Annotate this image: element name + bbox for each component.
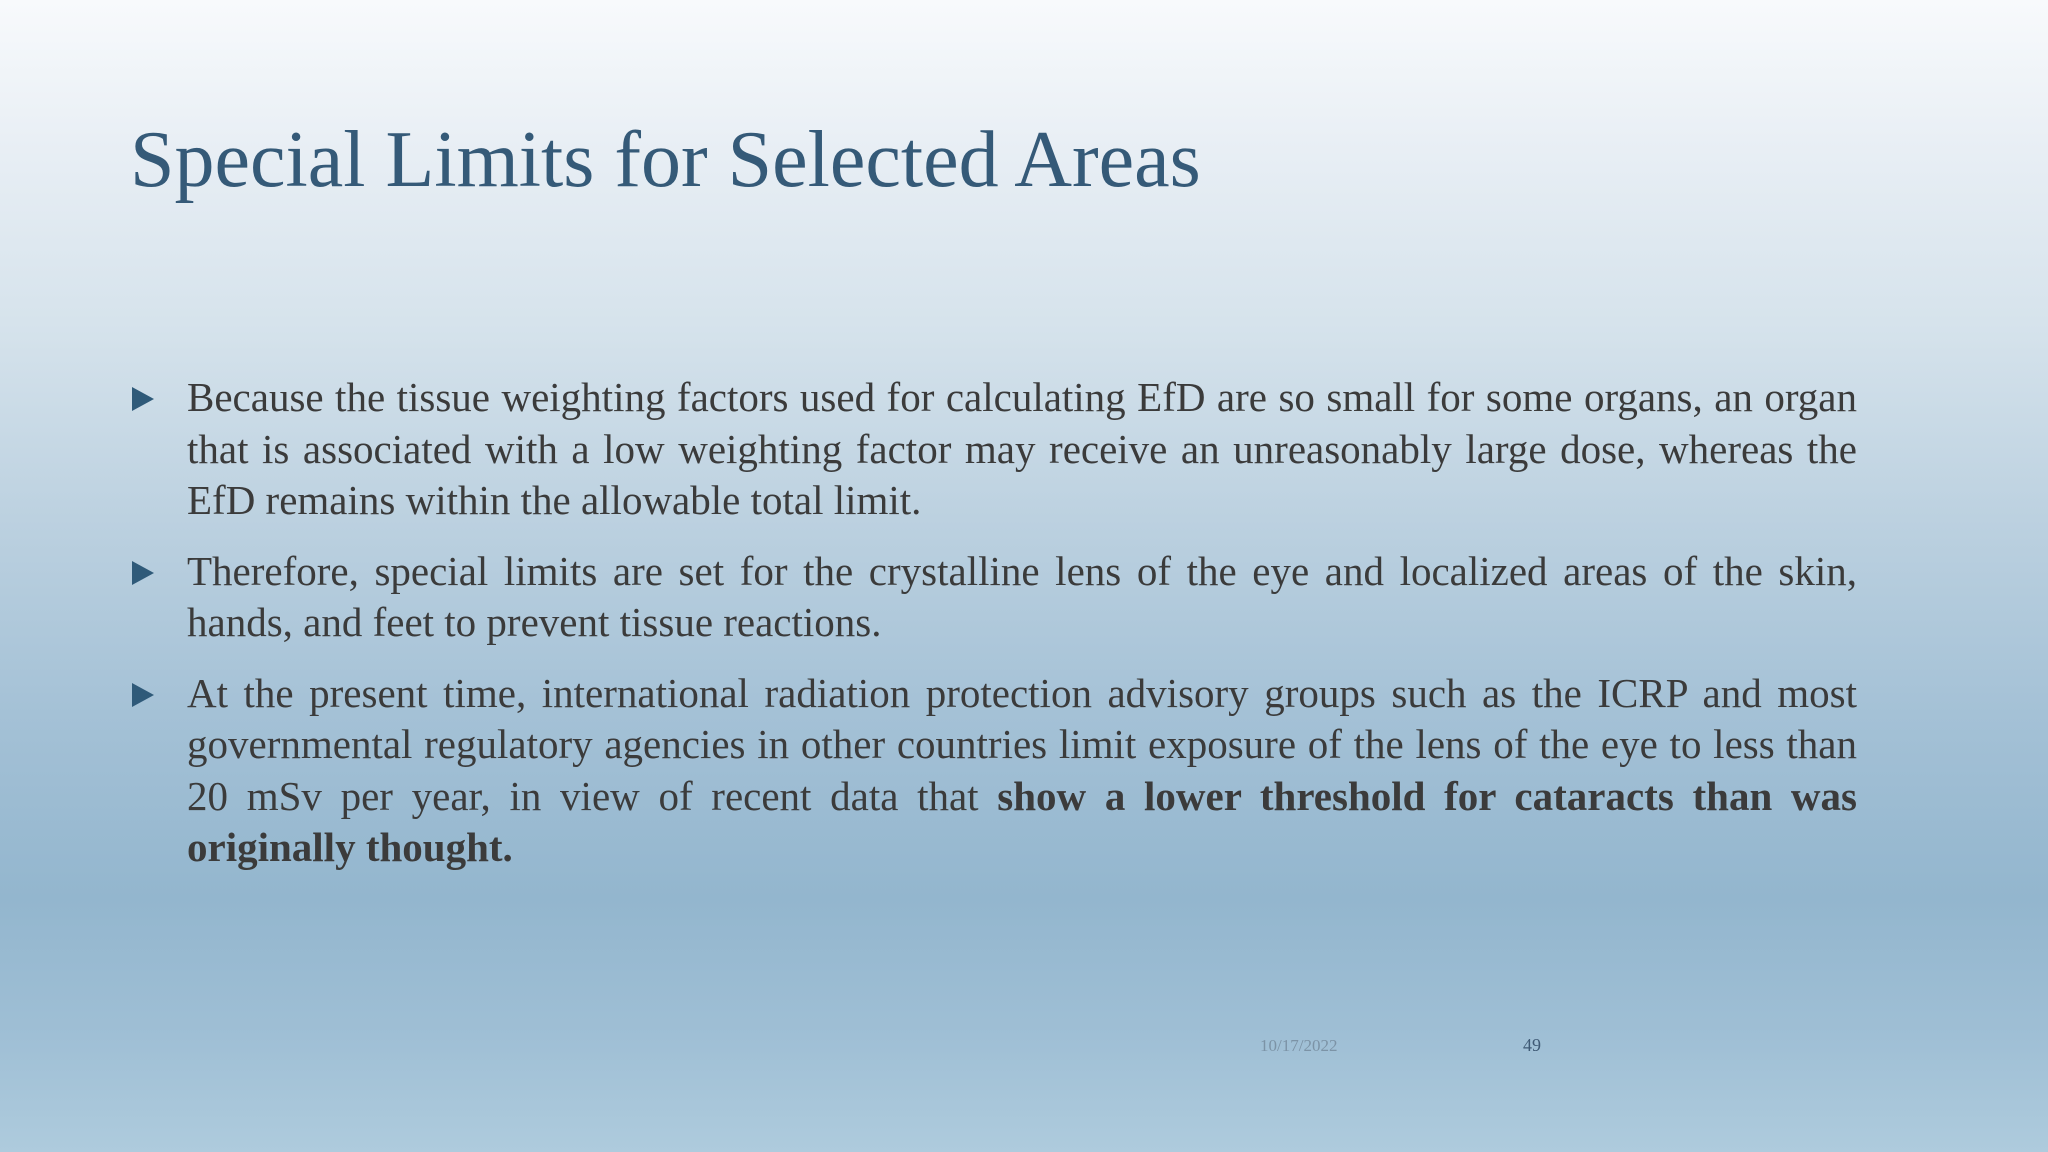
bullet-item	[130, 546, 1857, 649]
bullet-list	[130, 372, 1857, 893]
triangle-right-icon	[132, 387, 154, 411]
triangle-right-icon	[132, 561, 154, 585]
slide-number: 49	[1523, 1035, 1541, 1055]
bullet-text-bold: show a lower threshold for cataracts than was originally thought.	[187, 772, 1857, 870]
bullet-item	[130, 372, 1857, 527]
footer-date: 10/17/2022	[1260, 1036, 1338, 1055]
bullet-text: Because the tissue weighting factors used for calculating EfD are so small for some organs, an organ that is associated with a low weighting factor may receive an unreasonably large dose, whereas the EfD remains within the allowable total limit.	[187, 374, 1857, 523]
triangle-right-icon	[132, 683, 154, 707]
slide-title: Special Limits for Selected Areas	[130, 116, 1201, 204]
bullet-text: At the present time, international radiation protection advisory groups such as the ICRP and most governmental regulatory agencies in other countries limit exposure of the lens of the eye to less than 20 mSv per year, in view of recent data that	[187, 669, 1857, 819]
bullet-text: Therefore, special limits are set for the crystalline lens of the eye and localized areas of the skin, hands, and feet to prevent tissue reactions.	[187, 547, 1857, 645]
bullet-item	[130, 668, 1857, 874]
